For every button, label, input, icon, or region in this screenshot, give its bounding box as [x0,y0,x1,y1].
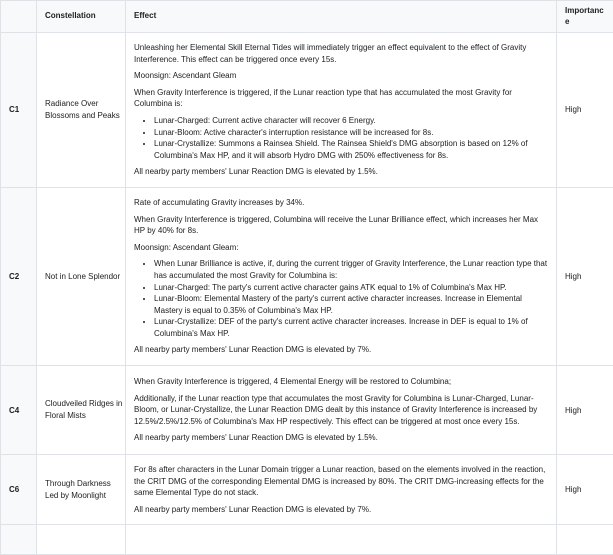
importance-value: High [557,366,613,455]
effect-paragraph: All nearby party members' Lunar Reaction DMG is elevated by 7%. [134,504,548,516]
effect-list-item: • Lunar-Charged: Current active character will recover 6 Energy. [154,115,548,127]
constellation-id: C2 [1,187,37,365]
cutoff-id-cell [1,525,37,555]
effect-paragraph: When Gravity Interference is triggered, 4 Elemental Energy will be restored to Columbina; [134,376,548,388]
constellation-id: C6 [1,455,37,525]
effect-cell [126,187,557,365]
col-header-effect: Effect [126,1,557,33]
cutoff-row [1,525,613,555]
constellation-name: Cloudveiled Ridges in Floral Mists [37,366,126,455]
constellation-name: Radiance Over Blossoms and Peaks [37,33,126,188]
effect-paragraph: When Gravity Interference is triggered, Columbina will receive the Lunar Brilliance effect, which increases her Max HP by 40% for 8s. [134,214,548,237]
table-row [1,366,613,455]
effect-paragraph: All nearby party members' Lunar Reaction DMG is elevated by 1.5%. [134,166,548,178]
effect-cell [126,455,557,525]
table-header [1,1,613,33]
constellation-name: Through Darkness Led by Moonlight [37,455,126,525]
table-body [1,33,613,525]
effect-list [134,258,548,339]
effect-paragraph: Unleashing her Elemental Skill Eternal Tides will immediately trigger an effect equivalent to the effect of Gravity Interference. This effect can be triggered once every 15s. [134,42,548,65]
effect-list-item: • Lunar-Crystallize: DEF of the party's current active character increases. Increase in DEF is equal to 1% of Columbina's Max HP. [154,316,548,339]
effect-list-item: • Lunar-Charged: The party's current active character gains ATK equal to 1% of Columbina's Max HP. [154,282,548,294]
table-row [1,455,613,525]
effect-list-item: • Lunar-Bloom: Active character's interruption resistance will be increased for 8s. [154,127,548,139]
importance-value: High [557,187,613,365]
table-row [1,187,613,365]
col-header-id [1,1,37,33]
effect-list-item: • When Lunar Brilliance is active, if, during the current trigger of Gravity Interference, the Lunar reaction type that has accumulated the most Gravity for Columbina is: [154,258,548,281]
effect-paragraph: All nearby party members' Lunar Reaction DMG is elevated by 1.5%. [134,432,548,444]
importance-value: High [557,33,613,188]
effect-list [134,115,548,161]
cutoff-importance-cell [557,525,613,555]
importance-value: High [557,455,613,525]
cutoff-effect-cell [126,525,557,555]
col-header-importance: Importance [557,1,613,33]
col-header-constellation: Constellation [37,1,126,33]
effect-cell [126,366,557,455]
table-footer-cutoff [1,525,613,555]
constellation-name: Not in Lone Splendor [37,187,126,365]
effect-paragraph: Rate of accumulating Gravity increases by 34%. [134,197,548,209]
effect-paragraph: For 8s after characters in the Lunar Domain trigger a Lunar reaction, based on the elements involved in the reaction, the CRIT DMG of the corresponding Elemental DMG is increased by 80%. The CRIT DMG-increasing effects for the same Elemental Type do not stack. [134,464,548,499]
constellation-id: C4 [1,366,37,455]
effect-paragraph: Additionally, if the Lunar reaction type that accumulates the most Gravity for Columbina is Lunar-Charged, Lunar-Bloom, or Lunar-Crystallize, the Lunar Reaction DMG dealt by this instance of Gravity Interference is increased by 12.5%/2.5%/12.5% of Columbina's Max HP respectively. This effect can be triggered at most once every 15s. [134,393,548,428]
effect-cell [126,33,557,188]
effect-paragraph: Moonsign: Ascendant Gleam [134,70,548,82]
constellation-id: C1 [1,33,37,188]
cutoff-name-cell [37,525,126,555]
effect-list-item: • Lunar-Crystallize: Summons a Rainsea Shield. The Rainsea Shield's DMG absorption is based on 12% of Columbina's Max HP, and it will absorb Hydro DMG with 250% effectiveness for 8s. [154,138,548,161]
effect-paragraph: All nearby party members' Lunar Reaction DMG is elevated by 7%. [134,344,548,356]
table-row [1,33,613,188]
header-row [1,1,613,33]
effect-paragraph: Moonsign: Ascendant Gleam: [134,242,548,254]
effect-paragraph: When Gravity Interference is triggered, if the Lunar reaction type that has accumulated the most Gravity for Columbina is: [134,87,548,110]
effect-list-item: • Lunar-Bloom: Elemental Mastery of the party's current active character increases. Increase in Elemental Mastery is equal to 0.35% of Columbina's Max HP. [154,293,548,316]
